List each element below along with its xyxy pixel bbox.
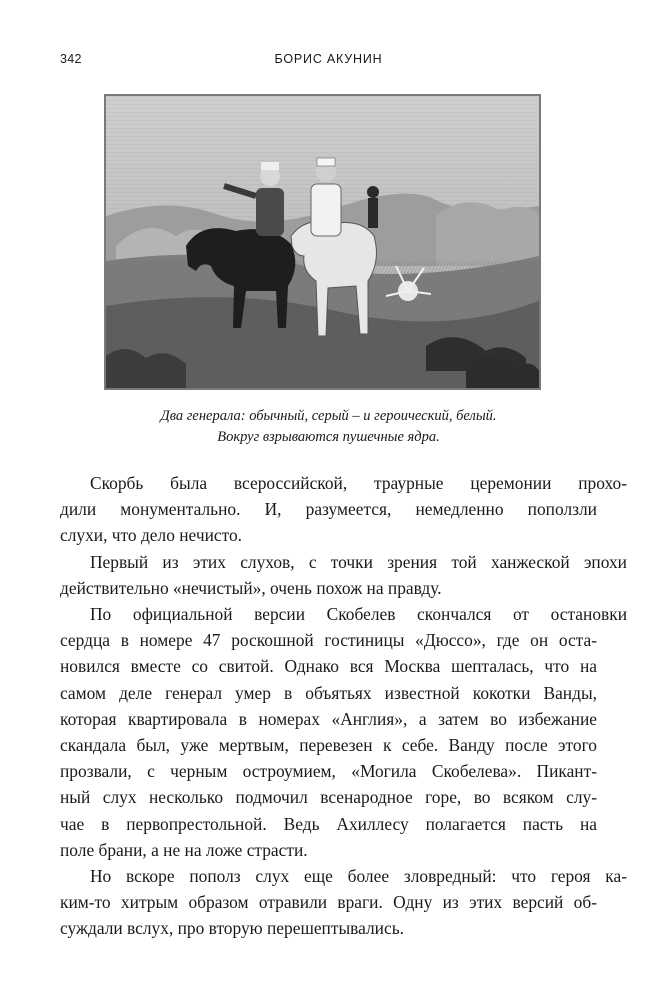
running-head-author: БОРИС АКУНИН (274, 52, 383, 66)
text-line: По официальной версии Скобелев скончался от остановки (90, 604, 627, 625)
illustration-caption (60, 406, 597, 448)
paragraph (60, 601, 627, 863)
page-number: 342 (60, 52, 82, 66)
text-line: прозвали, с черным остроумием, «Могила Скобелева». Пикант- (60, 761, 597, 782)
text-line: скандала был, уже мертвым, перевезен к себе. Ванду после этого (60, 735, 597, 756)
paragraph (60, 863, 627, 942)
illustration-engraving (104, 94, 541, 390)
paragraph (60, 470, 627, 549)
caption-line: Вокруг взрываются пушечные ядра. (217, 429, 440, 445)
text-line: Первый из этих слухов, с точки зрения той ханжеской эпохи (90, 551, 627, 572)
text-line: дили монументально. И, разумеется, немедленно поползли (60, 499, 597, 520)
text-line-content: Скорбь была всероссийской, траурные церемонии прохо- (90, 473, 627, 493)
text-line: новился вместе со свитой. Однако вся Москва шепталась, что на (60, 656, 597, 677)
body-text (60, 470, 627, 942)
engraving-image (106, 96, 539, 388)
paragraph (60, 549, 627, 601)
text-line: чае в первопрестольной. Ведь Ахиллесу полагается пасть на (60, 813, 597, 834)
text-line (90, 470, 627, 496)
text-line: ный слух несколько подмочил всенародное горе, во всяком слу- (60, 787, 597, 808)
running-head (60, 52, 597, 70)
text-line: сердца в номере 47 роскошной гостиницы «Дюссо», где он оста- (60, 630, 597, 651)
text-line: слухи, что дело нечисто. (60, 525, 243, 546)
text-line: суждали вслух, про вторую перешептывались. (60, 918, 404, 939)
text-line: самом деле генерал умер в объятьях известной кокотки Ванды, (60, 682, 597, 703)
text-line: Но вскоре пополз слух еще более зловредный: что героя ка- (90, 866, 627, 887)
text-line: поле брани, а не на ложе страсти. (60, 839, 308, 860)
text-line: которая квартировала в номерах «Англия», а затем во избежание (60, 708, 597, 729)
text-line: ким-то хитрым образом отравили враги. Одну из этих версий об- (60, 892, 597, 913)
caption-line: Два генерала: обычный, серый – и героический, белый. (160, 408, 497, 424)
text-line: действительно «нечистый», очень похож на правду. (60, 577, 442, 598)
